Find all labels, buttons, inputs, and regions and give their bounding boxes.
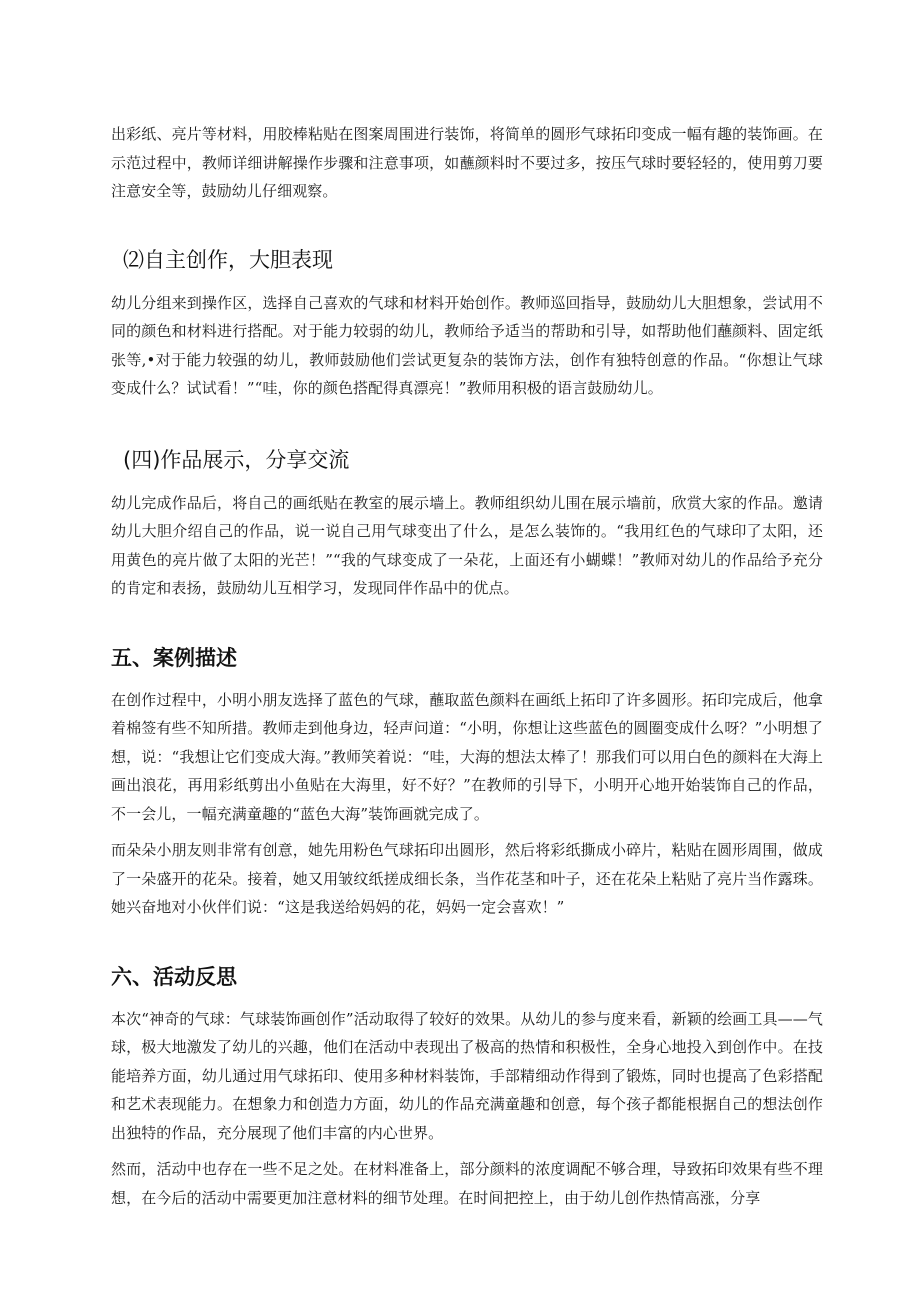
chapter6-paragraph1: 本次“神奇的气球：气球装饰画创作”活动取得了较好的效果。从幼儿的参与度来看，新颖的绘画工具——气球，极大地激发了幼儿的兴趣，他们在活动中表现出了极高的热情和积极性，全身心地投入到创作中。在技能培养方面，幼儿通过用气球拓印、使用多种材料装饰，手部精细动作得到了锻炼，同时也提高了色彩搭配和艺术表现能力。在想象力和创造力方面，幼儿的作品充满童趣和创意，每个孩子都能根据自己的想法创作出独特的作品，充分展现了他们丰富的内心世界。 xyxy=(111,1009,823,1142)
chapter5-heading: 五、案例描述 xyxy=(111,645,237,670)
section4-heading: (四)作品展示，分享交流 xyxy=(123,447,350,472)
document-page xyxy=(111,120,823,1212)
chapter6-heading: 六、活动反思 xyxy=(111,964,237,989)
section3-paragraph: 幼儿分组来到操作区，选择自己喜欢的气球和材料开始创作。教师巡回指导，鼓励幼儿大胆想象，尝试用不同的颜色和材料进行搭配。对于能力较弱的幼儿，教师给予适当的帮助和引导，如帮助他们蘸颜料、固定纸张等,•对于能力较强的幼儿，教师鼓励他们尝试更复杂的装饰方法，创作有独特创意的作品。“你想让气球变成什么？试试看！”“哇，你的颜色搭配得真漂亮！”教师用积极的语言鼓励幼儿。 xyxy=(111,293,823,397)
intro-paragraph: 出彩纸、亮片等材料，用胶棒粘贴在图案周围进行装饰，将简单的圆形气球拓印变成一幅有趣的装饰画。在示范过程中，教师详细讲解操作步骤和注意事项，如蘸颜料时不要过多，按压气球时要轻轻的，使用剪刀要注意安全等，鼓励幼儿仔细观察。 xyxy=(111,125,823,200)
chapter5-paragraph2: 而朵朵小朋友则非常有创意，她先用粉色气球拓印出圆形，然后将彩纸撕成小碎片，粘贴在圆形周围，做成了一朵盛开的花朵。接着，她又用皱纹纸搓成细长条，当作花茎和叶子，还在花朵上粘贴了亮片当作露珠。她兴奋地对小伙伴们说：“这是我送给妈妈的花，妈妈一定会喜欢！” xyxy=(111,841,823,916)
chapter6-paragraph2: 然而，活动中也存在一些不足之处。在材料准备上，部分颜料的浓度调配不够合理，导致拓印效果有些不理想，在今后的活动中需要更加注意材料的细节处理。在时间把控上，由于幼儿创作热情高涨，分享 xyxy=(111,1160,823,1207)
section3-heading: ⑵自主创作，大胆表现 xyxy=(123,247,333,272)
chapter5-paragraph1: 在创作过程中，小明小朋友选择了蓝色的气球，蘸取蓝色颜料在画纸上拓印了许多圆形。拓印完成后，他拿着棉签有些不知所措。教师走到他身边，轻声问道：“小明，你想让这些蓝色的圆圈变成什么呀？”小明想了想，说：“我想让它们变成大海。”教师笑着说：“哇，大海的想法太棒了！那我们可以用白色的颜料在大海上画出浪花，再用彩纸剪出小鱼贴在大海里，好不好？”在教师的引导下，小明开心地开始装饰自己的作品，不一会儿，一幅充满童趣的“蓝色大海”装饰画就完成了。 xyxy=(111,690,823,823)
section4-paragraph: 幼儿完成作品后，将自己的画纸贴在教室的展示墙上。教师组织幼儿围在展示墙前，欣赏大家的作品。邀请幼儿大胆介绍自己的作品，说一说自己用气球变出了什么，是怎么装饰的。“我用红色的气球印了太阳，还用黄色的亮片做了太阳的光芒！”“我的气球变成了一朵花，上面还有小蝴蝶！”教师对幼儿的作品给予充分的肯定和表扬，鼓励幼儿互相学习，发现同伴作品中的优点。 xyxy=(111,493,823,597)
